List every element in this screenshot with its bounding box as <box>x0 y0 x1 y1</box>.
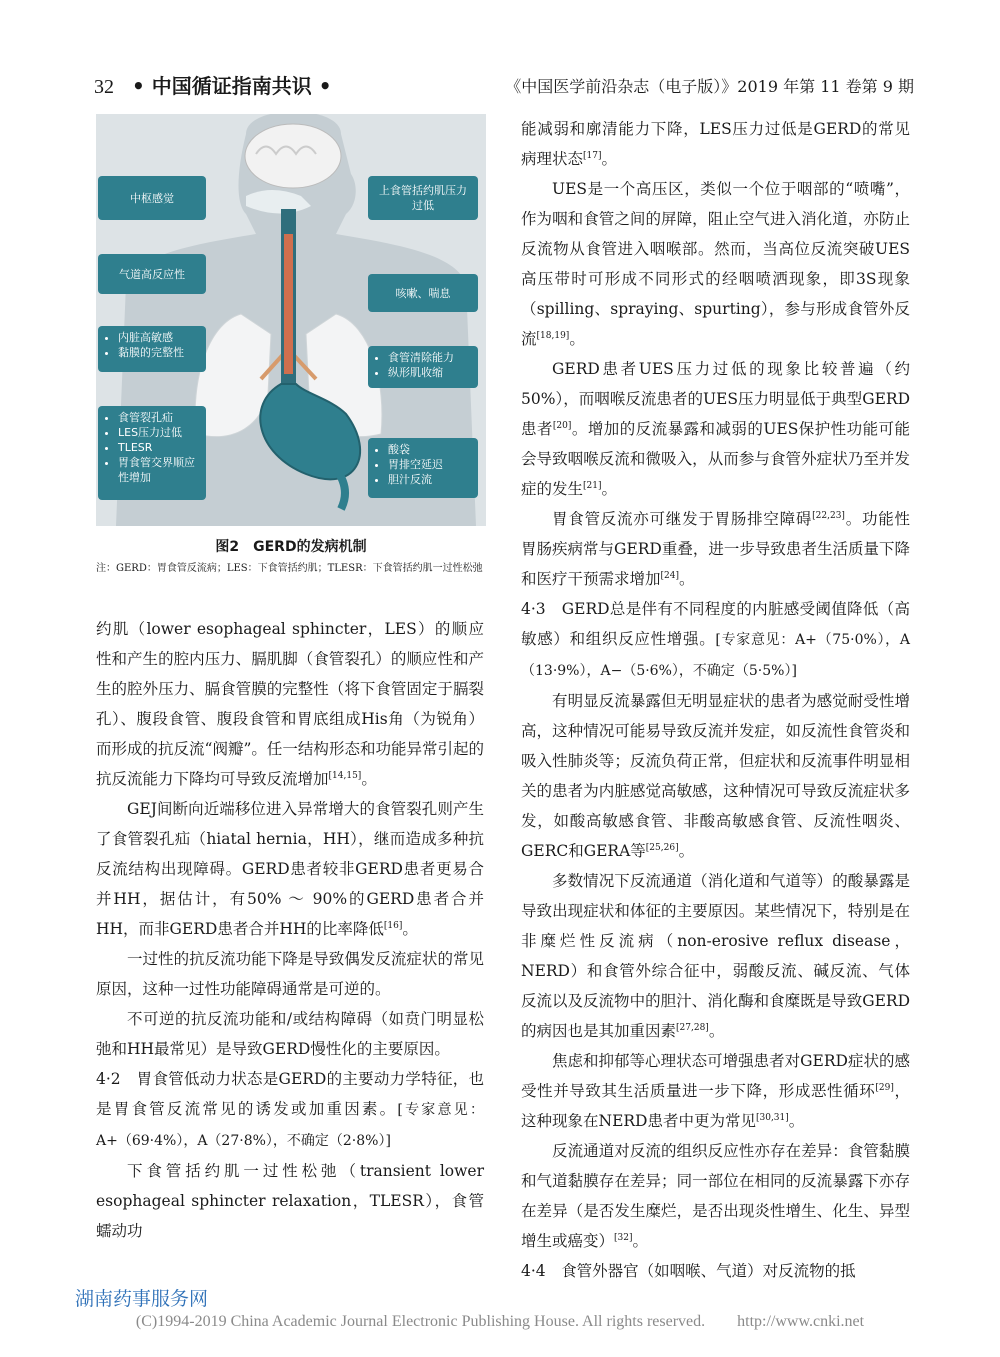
hernia-item: • 胃食管交界顺应性增加 <box>118 455 198 485</box>
paragraph: 胃食管反流亦可继发于胃肠排空障碍[22,23]。功能性胃肠疾病常与GERD重叠，进一步导致患者生活质量下降和医疗干预需求增加[24]。 <box>521 510 910 588</box>
section-4-2: 4·2 胃食管低动力状态是GERD的主要动力学特征，也是胃食管反流常见的诱发或加重因素。[专家意见：A+（69·4%），A（27·8%），不确定（2·8%）] <box>96 1070 484 1149</box>
stomach-item: • 胆汁反流 <box>388 472 470 487</box>
figure-caption: 图2 GERD的发病机制 <box>215 539 367 555</box>
copyright-line: (C)1994-2019 China Academic Journal Electronic Publishing House. All rights reserved. http://www.cnki.net <box>135 1313 865 1330</box>
citation: [30,31] <box>755 1112 789 1123</box>
citation: [17] <box>583 150 602 161</box>
ues-pressure-box: 上食管括约肌压力过低 <box>368 176 478 220</box>
citation: [32] <box>614 1232 633 1243</box>
paragraph: 不可逆的抗反流功能和/或结构障碍（如贲门明显松弛和HH最常见）是导致GERD慢性化的主要原因。 <box>96 1010 484 1058</box>
paragraph: 有明显反流暴露但无明显症状的患者为感觉耐受性增高，这种情况可能易导致反流并发症，如反流性食管炎和吸入性肺炎等；反流负荷正常，但症状和反流事件明显相关的患者为内脏感觉高敏感，这种情况可导致反流症状多发，如酸高敏感食管、非酸高敏感食管、反流性咽炎、GERC和GERA等[25,26]。 <box>521 692 910 860</box>
paragraph: 焦虑和抑郁等心理状态可增强患者对GERD症状的感受性并导致其生活质量进一步下降，形成恶性循环[29]，这种现象在NERD患者中更为常见[30,31]。 <box>521 1052 910 1130</box>
watermark-brand: 湖南药事服务网 <box>75 1288 209 1310</box>
page-header <box>94 70 914 104</box>
paragraph: 能减弱和廓清能力下降，LES压力过低是GERD的常见病理状态[17]。 <box>521 120 910 168</box>
paragraph: GERD患者UES压力过低的现象比较普遍（约50%），而咽喉反流患者的UES压力明显低于典型GERD患者[20]。增加的反流暴露和减弱的UES保护性功能可能会导致咽喉反流和微吸入，从而参与食管外症状乃至并发症的发生[21]。 <box>521 360 910 498</box>
section-title: • 中国循证指南共识 • <box>132 74 332 98</box>
clearance-box <box>368 346 478 388</box>
visceral-hypersensitivity-box <box>98 326 206 372</box>
page-number: 32 <box>94 76 114 98</box>
right-column <box>521 114 910 1286</box>
citation: [14,15] <box>328 770 362 781</box>
paragraph: 约肌（lower esophageal sphincter，LES）的顺应性和产生的腔内压力、膈肌脚（食管裂孔）的顺应性和产生的腔外压力、膈食管膜的完整性（将下食管固定于膈裂孔）、腹段食管、腹段食管和胃底组成His角（为锐角）而形成的抗反流“阀瓣”。任一结构形态和功能异常引起的抗反流能力下降均可导致反流增加[14,15]。 <box>96 620 484 788</box>
paragraph: GEJ间断向近端移位进入异常增大的食管裂孔则产生了食管裂孔疝（hiatal hernia，HH），继而造成多种抗反流结构出现障碍。GERD患者较非GERD患者更易合并HH，据估计，有50% ～ 90%的GERD患者合并HH，而非GERD患者合并HH的比率降低[16]。 <box>96 800 484 938</box>
stomach-item: • 酸袋 <box>388 442 470 457</box>
citation: [16] <box>383 920 403 931</box>
paragraph: UES是一个高压区，类似一个位于咽部的“喷嘴”，作为咽和食管之间的屏障，阻止空气进入消化道，亦防止反流物从食管进入咽喉部。然而，当高位反流突破UES高压带时可形成不同形式的经咽喷洒现象，即3S现象（spilling、spraying、spurting），参与形成食管外反流[18,19]。 <box>521 180 910 348</box>
citation: [22,23] <box>812 510 845 521</box>
visceral-item: • 黏膜的完整性 <box>118 345 198 360</box>
paragraph: 多数情况下反流通道（消化道和气道等）的酸暴露是导致出现症状和体征的主要原因。某些情况下，特别是在非糜烂性反流病（non-erosive reflux disease，NERD）和食管外综合征中，弱酸反流、碱反流、气体反流以及反流物中的胆汁、消化酶和食糜既是导致GERD的病因也是其加重因素[27,28]。 <box>521 872 910 1040</box>
cough-wheeze-box: 咳嗽、喘息 <box>368 274 478 312</box>
figure-note: 注：GERD：胃食管反流病；LES：下食管括约肌；TLESR：下食管括约肌一过性松弛 <box>96 563 483 574</box>
airway-hyperreactivity-box: 气道高反应性 <box>98 254 206 294</box>
hernia-item: • TLESR <box>118 440 198 455</box>
citation: [25,26] <box>645 842 679 853</box>
citation: [27,28] <box>676 1022 709 1033</box>
expert-opinion: [专家意见：A+（69·4%），A（27·8%），不确定（2·8%）] <box>96 1102 484 1149</box>
citation: [21] <box>583 480 602 491</box>
section-4-3: 4·3 GERD总是伴有不同程度的内脏感受阈值降低（高敏感）和组织反应性增强。[专家意见：A+（75·0%），A（13·9%），A−（5·6%），不确定（5·5%）] <box>521 600 910 679</box>
citation: [18,19] <box>536 330 570 341</box>
paragraph: 一过性的抗反流功能下降是导致偶发反流症状的常见原因，这种一过性功能障碍通常是可逆的。 <box>96 950 484 998</box>
citation: [20] <box>552 420 572 431</box>
stomach-factors-box <box>368 438 478 498</box>
visceral-item: • 内脏高敏感 <box>118 330 198 345</box>
citation: [29] <box>875 1082 894 1093</box>
stomach-item: • 胃排空延迟 <box>388 457 470 472</box>
journal-title: 《中国医学前沿杂志（电子版）》2019 年第 11 卷第 9 期 <box>505 77 914 96</box>
citation: [24] <box>660 570 679 581</box>
paragraph: 下食管括约肌一过性松弛（transient lower esophageal sphincter relaxation，TLESR），食管蠕动功 <box>96 1162 484 1240</box>
expert-opinion: [专家意见：A+（75·0%），A（13·9%），A−（5·6%），不确定（5·5%）] <box>521 632 910 679</box>
figure-gerd-pathogenesis <box>96 114 486 526</box>
left-column <box>96 614 484 1246</box>
hernia-item: • 食管裂孔疝 <box>118 410 198 425</box>
paragraph: 反流通道对反流的组织反应性亦存在差异：食管黏膜和气道黏膜存在差异；同一部位在相同的反流暴露下亦存在差异（是否发生糜烂，是否出现炎性增生、化生、异型增生或癌变）[32]。 <box>521 1142 910 1250</box>
central-sensation-box: 中枢感觉 <box>98 176 206 220</box>
hernia-item: • LES压力过低 <box>118 425 198 440</box>
clearance-item: • 食管清除能力 <box>388 350 470 365</box>
clearance-item: • 纵形肌收缩 <box>388 365 470 380</box>
section-4-4: 4·4 食管外器官（如咽喉、气道）对反流物的抵 <box>521 1262 856 1280</box>
hiatal-hernia-box <box>98 406 206 500</box>
